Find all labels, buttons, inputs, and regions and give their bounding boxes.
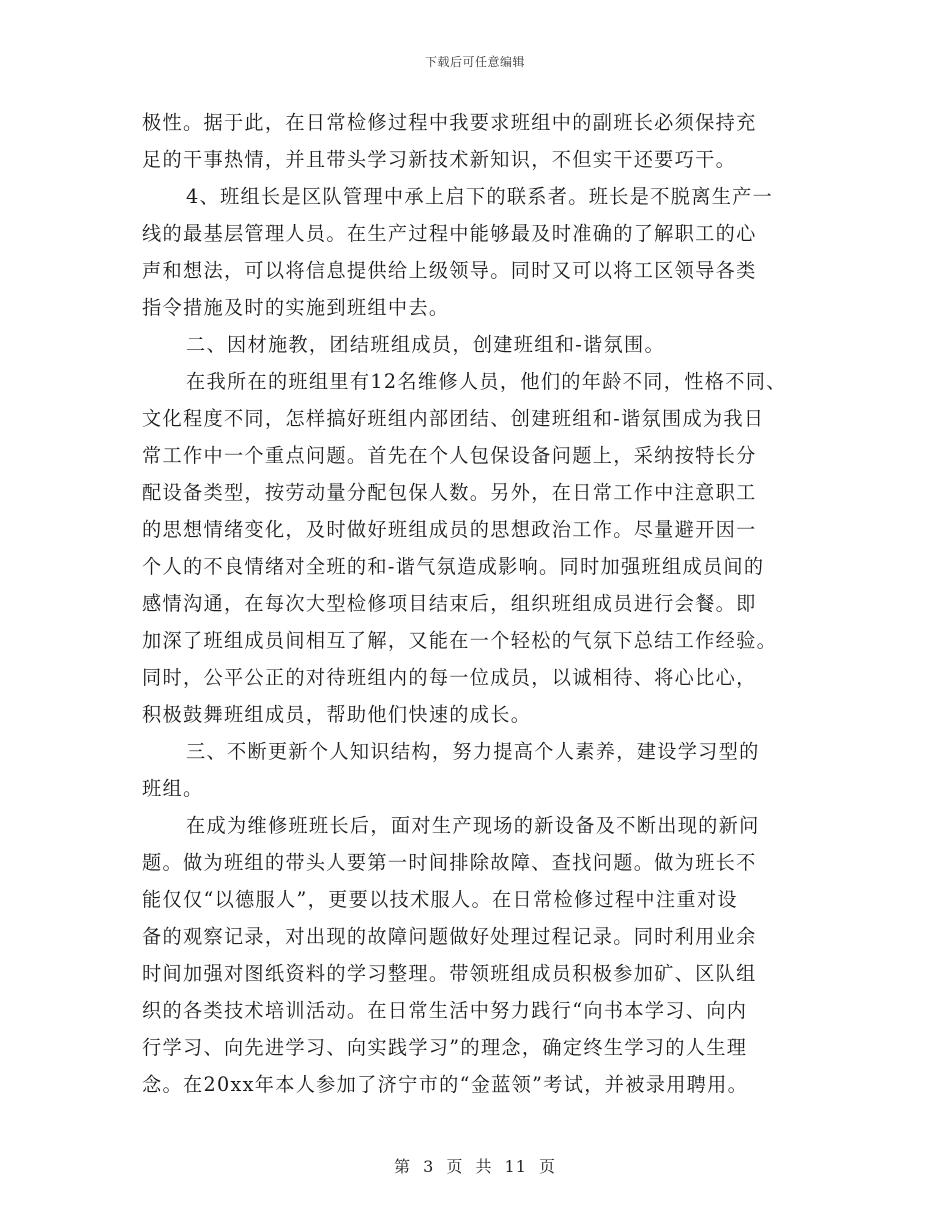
text-line: 个人的不良情绪对全班的和-谐气氛造成影响。同时加强班组成员间的: [142, 555, 765, 578]
text-line: 文化程度不同，怎样搞好班组内部团结、创建班组和-谐氛围成为我日: [142, 407, 765, 430]
text-line: 时间加强对图纸资料的学习整理。带领班组成员积极参加矿、区队组: [142, 962, 757, 985]
text-line: 极性。据于此，在日常检修过程中我要求班组中的副班长必须保持充: [142, 111, 757, 134]
text-line: 指令措施及时的实施到班组中去。: [142, 296, 450, 319]
text-line: 配设备类型，按劳动量分配包保人数。另外，在日常工作中注意职工: [142, 481, 757, 504]
text-line: 题。做为班组的带头人要第一时间排除故障、查找问题。做为班长不: [142, 851, 757, 874]
text-line: 同时，公平公正的对待班组内的每一位成员，以诚相待、将心比心，: [142, 666, 757, 689]
section-heading: 三、不断更新个人知识结构，努力提高个人素养，建设学习型的: [186, 740, 760, 763]
text-line: 加深了班组成员间相互了解，又能在一个轻松的气氛下总结工作经验。: [142, 629, 778, 652]
text-line: 织的各类技术培训活动。在日常生活中努力践行“向书本学习、向内: [142, 999, 748, 1022]
text-line: 积极鼓舞班组成员，帮助他们快速的成长。: [142, 703, 532, 726]
page-header: 下载后可任意编辑: [424, 55, 525, 69]
text-line: 声和想法，可以将信息提供给上级领导。同时又可以将工区领导各类: [142, 259, 757, 282]
text-line: 在成为维修班班长后，面对生产现场的新设备及不断出现的新问: [186, 814, 760, 837]
text-line: 的思想情绪变化，及时做好班组成员的思想政治工作。尽量避开因一: [142, 518, 757, 541]
text-line: 线的最基层管理人员。在生产过程中能够最及时准确的了解职工的心: [142, 222, 757, 245]
text-line: 能仅仅“以德服人”，更要以技术服人。在日常检修过程中注重对设: [142, 888, 738, 911]
text-line: 感情沟通，在每次大型检修项目结束后，组织班组成员进行会餐。即: [142, 592, 757, 615]
text-line: 念。在20xx年本人参加了济宁市的“金蓝领”考试，并被录用聘用。: [142, 1073, 749, 1096]
text-line: 行学习、向先进学习、向实践学习”的理念，确定终生学习的人生理: [142, 1036, 748, 1059]
text-line: 备的观察记录，对出现的故障问题做好处理过程记录。同时利用业余: [142, 925, 757, 948]
text-line: 4、班组长是区队管理中承上启下的联系者。班长是不脱离生产一: [186, 185, 774, 208]
text-line: 足的干事热情，并且带头学习新技术新知识，不但实干还要巧干。: [142, 148, 737, 171]
text-line: 在我所在的班组里有12名维修人员，他们的年龄不同，性格不同、: [186, 370, 787, 393]
document-body: [142, 104, 822, 1103]
text-line: 常工作中一个重点问题。首先在个人包保设备问题上，采纳按特长分: [142, 444, 757, 467]
section-heading: 二、因材施教，团结班组成员，创建班组和-谐氛围。: [186, 333, 665, 356]
page-number-footer: 第 3 页 共 11 页: [394, 1157, 556, 1176]
section-heading-continued: 班组。: [142, 777, 204, 800]
